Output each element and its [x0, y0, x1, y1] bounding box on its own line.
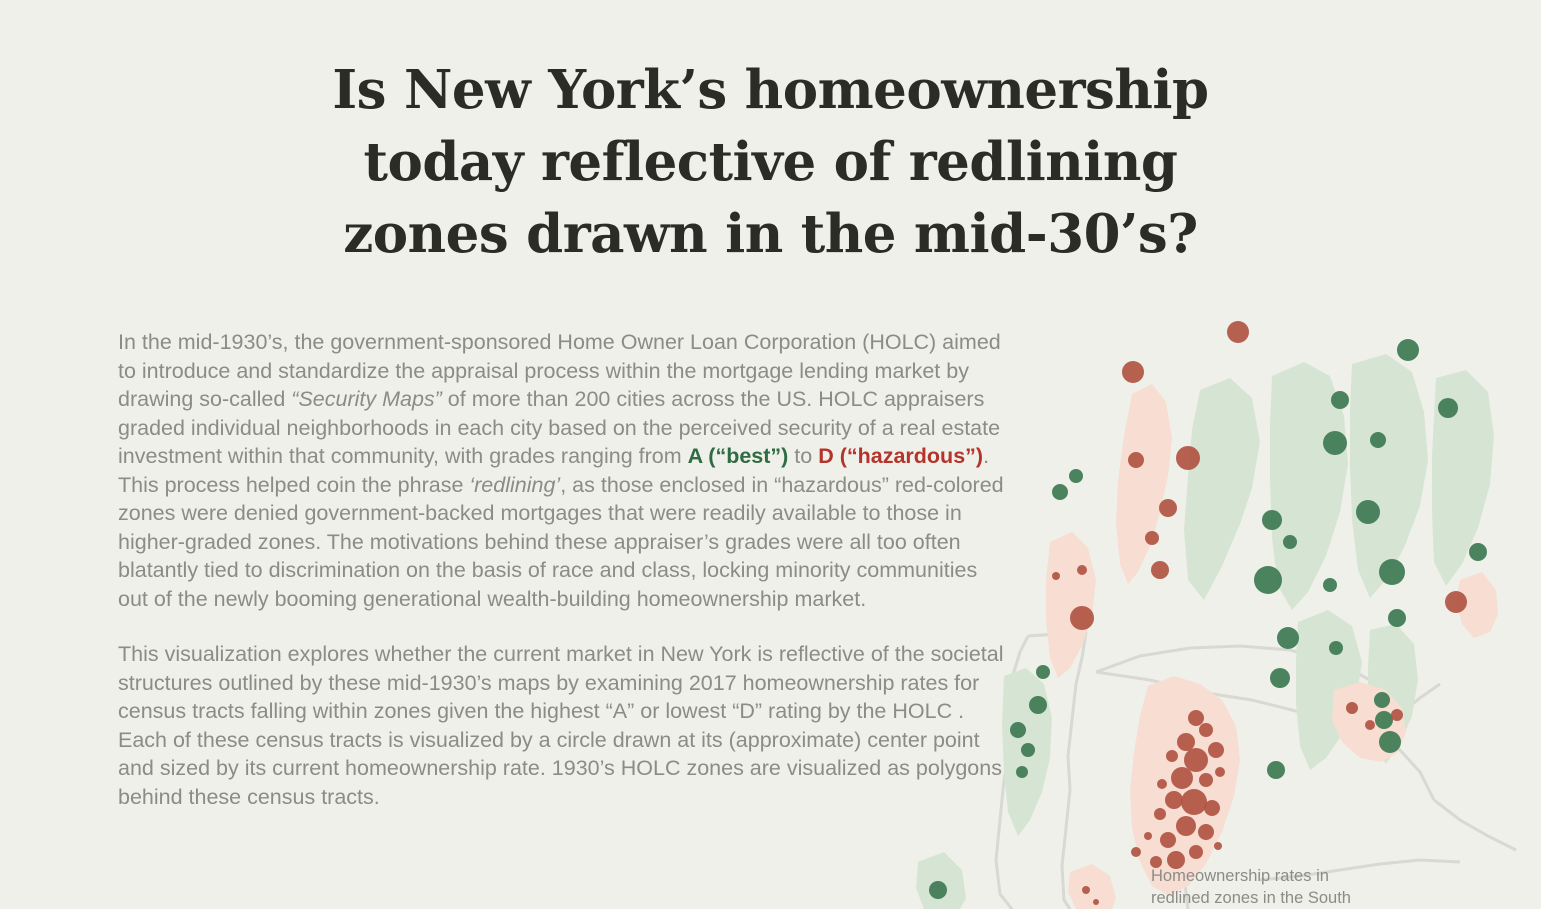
census-tract-circle[interactable] — [1145, 531, 1159, 545]
census-tract-circle[interactable] — [1331, 391, 1349, 409]
census-tract-circle[interactable] — [1069, 469, 1083, 483]
grade-d-highlight: D (“hazardous”) — [818, 444, 984, 468]
census-tract-circle[interactable] — [1356, 500, 1380, 524]
page-title-line-3: zones drawn in the mid-30’s? — [343, 203, 1198, 265]
census-tract-circle[interactable] — [1177, 733, 1195, 751]
census-tract-circle[interactable] — [1391, 709, 1403, 721]
census-tract-circle[interactable] — [1199, 773, 1213, 787]
census-tract-circle[interactable] — [1016, 766, 1028, 778]
census-tract-circle[interactable] — [1208, 742, 1224, 758]
census-tract-circle[interactable] — [1262, 510, 1282, 530]
page-title-line-1: Is New York’s homeownership — [332, 59, 1209, 121]
article-body — [118, 328, 1008, 811]
grade-a-highlight: A (“best”) — [687, 444, 789, 468]
census-tract-circle[interactable] — [1093, 899, 1099, 905]
census-tract-circle[interactable] — [1029, 696, 1047, 714]
census-tract-circle[interactable] — [1267, 761, 1285, 779]
census-tract-circle[interactable] — [1346, 702, 1358, 714]
census-tract-circle[interactable] — [1052, 484, 1068, 500]
census-tract-circle[interactable] — [1323, 431, 1347, 455]
census-tract-circle[interactable] — [1188, 710, 1204, 726]
page-title-line-2: today reflective of redlining — [363, 131, 1178, 193]
census-tract-circle[interactable] — [1077, 565, 1087, 575]
census-tract-circle[interactable] — [1131, 847, 1141, 857]
census-tract-circle[interactable] — [1283, 535, 1297, 549]
census-tract-circle[interactable] — [1157, 779, 1167, 789]
census-tract-circle[interactable] — [1375, 711, 1393, 729]
census-tract-circle[interactable] — [1469, 543, 1487, 561]
census-tract-circle[interactable] — [1151, 561, 1169, 579]
census-tract-circle[interactable] — [1144, 832, 1152, 840]
census-tract-circle[interactable] — [1176, 816, 1196, 836]
map-caption: Homeownership rates in redlined zones in the South — [1151, 867, 1351, 907]
census-tract-circle[interactable] — [1176, 446, 1200, 470]
census-tract-circle[interactable] — [1128, 452, 1144, 468]
census-tract-circle[interactable] — [929, 881, 947, 899]
census-tract-circle[interactable] — [1165, 791, 1183, 809]
census-tract-circle[interactable] — [1370, 432, 1386, 448]
census-tract-circle[interactable] — [1379, 559, 1405, 585]
census-tract-circle[interactable] — [1445, 591, 1467, 613]
census-tract-circle[interactable] — [1181, 789, 1207, 815]
census-tract-circle[interactable] — [1198, 824, 1214, 840]
census-tract-circle[interactable] — [1052, 572, 1060, 580]
census-tract-circle[interactable] — [1154, 808, 1166, 820]
census-tract-circle[interactable] — [1388, 609, 1406, 627]
article-paragraph-1 — [118, 328, 1008, 613]
census-tract-circle[interactable] — [1160, 832, 1176, 848]
census-tract-circle[interactable] — [1021, 743, 1035, 757]
paragraph-1-segment-3: to — [788, 444, 819, 468]
paragraph-1-segment-2: of more than 200 cities across the US. HOLC appraisers graded individual neighborhoods in each city based on the perceived security of a real estate investment within that community, with grades ranging from — [118, 387, 1001, 468]
page-title — [0, 54, 1541, 270]
article-paragraph-2: This visualization explores whether the current market in New York is reflective of the societal structures outlined by these mid-1930’s maps by examining 2017 homeownership rates for census tracts falling within zones given the highest “A” or lowest “D” rating by the HOLC . Each of these census tracts is visualized by a circle drawn at its (approximate) center point and sized by its current homeownership rate. 1930’s HOLC zones are visualized as polygons behind these census tracts. — [118, 642, 1004, 809]
paragraph-1-segment-1: In the mid-1930’s, the government-sponsored Home Owner Loan Corporation (HOLC) aimed to introduce and standardize the appraisal process within the mortgage lending market by drawing so-called — [118, 330, 1001, 411]
census-tract-circle[interactable] — [1166, 750, 1178, 762]
census-tract-circle[interactable] — [1379, 731, 1401, 753]
census-tract-circle[interactable] — [1204, 800, 1220, 816]
census-tract-circle[interactable] — [1189, 845, 1203, 859]
census-tract-circle[interactable] — [1227, 321, 1249, 343]
census-tract-circle[interactable] — [1199, 723, 1213, 737]
census-tract-circle[interactable] — [1036, 665, 1050, 679]
paragraph-1-italic-security-maps: “Security Maps” — [291, 387, 442, 411]
census-tract-circle[interactable] — [1374, 692, 1390, 708]
census-tract-circle[interactable] — [1323, 578, 1337, 592]
paragraph-1-segment-4: . This process helped coin the phrase — [118, 444, 990, 497]
redlining-map[interactable] — [900, 280, 1541, 909]
census-tract-circle[interactable] — [1214, 842, 1222, 850]
census-tract-circle[interactable] — [1254, 566, 1282, 594]
census-tract-circle[interactable] — [1070, 606, 1094, 630]
paragraph-1-segment-5: , as those enclosed in “hazardous” red-colored zones were denied government-backed mortgages that were readily available to those in higher-graded zones. The motivations behind these appraiser’s grades were all too often blatantly tied to discrimination on the basis of race and class, locking minority communities out of the newly booming generational wealth-building homeownership market. — [118, 472, 1004, 611]
census-tract-circle[interactable] — [1365, 720, 1375, 730]
paragraph-1-italic-redlining: ‘redlining’ — [469, 472, 561, 497]
census-tract-circle[interactable] — [1329, 641, 1343, 655]
census-tract-circle[interactable] — [1270, 668, 1290, 688]
census-tract-circle[interactable] — [1397, 339, 1419, 361]
census-tract-circle[interactable] — [1082, 886, 1090, 894]
census-tract-circle[interactable] — [1438, 398, 1458, 418]
census-tract-circle[interactable] — [1277, 627, 1299, 649]
census-tract-circle[interactable] — [1122, 361, 1144, 383]
census-tract-circle[interactable] — [1215, 767, 1225, 777]
census-tract-circle[interactable] — [1159, 499, 1177, 517]
map-canvas[interactable] — [900, 280, 1541, 909]
census-tract-circle[interactable] — [1171, 767, 1193, 789]
census-tract-circle[interactable] — [1010, 722, 1026, 738]
census-tract-circle[interactable] — [1184, 748, 1208, 772]
